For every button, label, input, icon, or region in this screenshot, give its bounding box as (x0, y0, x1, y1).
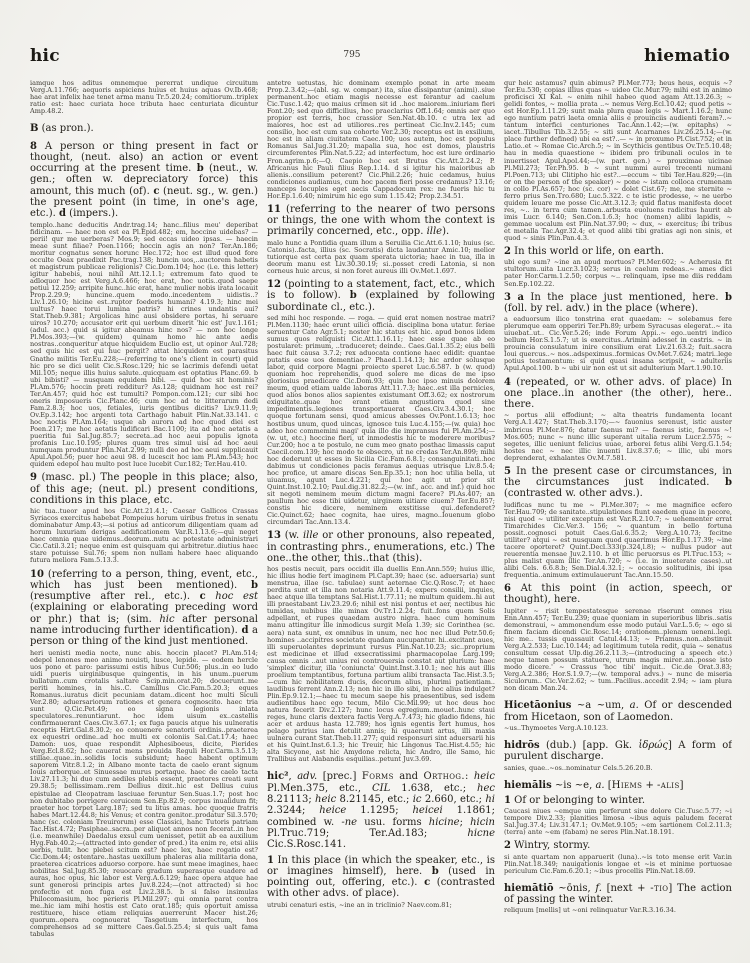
sense-heading: 2 Wintry, stormy. (504, 840, 591, 852)
quotation-paragraph: hos pestis necuit, pars occidit illa duellis Enn.Ann.559; huius illic, hic illius hodie fert imaginem Pl.Capt.39; haec (sc. aduersaria) sunt menstrua, illae (sc. tabulae) sunt aeternae Cic.Q.Rosc.7; et haec perdita sunt et illa non notaria Att.9.11.4; expers consilii, inquies, haec atque illa temptans Sal.Hist.1.77.11; ne multum quidem..hi aut illi praestabant Liv.23.29.6; nihil est nisi pontus et aer, nectibus hic tumidas, nubibus ille minax Ov.Tr.1.2.24; fuit..fons quem Solis adpellant, et rupes quaedam austro nigra. haec cum hominum manu attingitur ille inmodicus surgit Mela 1.39; sic Corinthea (sc. aera) nata sunt, ex omnibus in unum, nec hoc nec illud Petr.50.6; homines ..accipitres societate quadam aucupantur. hi..excitant aues, illi superuolantes deprimunt rursus Plin.Nat.10.23; sic..proprium est medicinae et illud exsecratissimi pharmacopolae Larg.199; causa omnis ..aut unius rei controuersia constat aut plurium: haec 'simplex' dicitur, illa 'coniuncta' Quint.Inst.3.10.1; nec his aut illis proelium temptantibus, fortuna partium alibi transacta Tac.Hist.3.5;—cum hic nobilitatem ducis, decorum alius, plurimi patientiam.. laudibus ferrent Ann.2.13; non hic in illo sibi, in hoc alius indulget? Plin.Ep.9.12.1;—haec tu mecum saepe his praesentibus, sed isdem audientibus haec ego tecum, Milo Cic.Mil.99; ut hoc deus hoc natura fecerit Div.2.127; hunc locus egregium..mouet..hunc staui reges, hunc claris dextera factis Verg.A.7.473; hic gladio fidens, hic acer et arduus hasta 12.789; hos ignis egentis fert humus, hos pelago patrius iam detulit annis; hi quaerunt artus, illi maxia uulnera curant Stat.Theb.11.277; quid responsuri sint aduersarii his et his Quint.Inst.6.1.3; hic Treuir, hic Lingonus Tac.Hist.4.55; hic alta Sicyone, ast hic Amydone relicta, hic Andro, ille Samo, hic Trallibus aut Alabandis esquilias..petunt Juv.3.69. (267, 565, 495, 764)
quotation-paragraph: ~us..Thymoetes Verg.A.10.123. (504, 723, 609, 732)
sense-heading: 8 A person or thing present in fact or thought, (neut. also) an action or event occurring at the present time. b (neut., w. gen.; often w. depreciatory force) this amount, this much (of). c (neut. sg., w. gen.) the present point (in time, in one's age, etc.). d (impers.). (30, 140, 258, 220)
quotation-paragraph: iamque hos aditus omnemque pererrat undique circuitum Verg.A.11.766; aequoris aspiciens huius et huius aquas Ov.Ib.468; hae arat infelix hae tenet arma manu Tr.5.20.24; comitiorum..triplex ratio est: haec curiata hoce tributa haec centuriata dicuntur Amp.48.2. (30, 80, 258, 116)
sense-heading: 13 (w. ille or other pronouns, also repeated, in contrasting phrs., enumerations, etc.) The one..the other, this..that (this). (267, 530, 495, 564)
page-number: 795 (343, 50, 361, 60)
sense-heading: 1 Of or belonging to winter. (504, 794, 646, 806)
quotation-paragraph: heri uenisti media nocte, nunc abis. hoccin placet? Pl.Am.514; edepol lenones meo animo nouisti, lusce, lepide. — eodem hercle uos pono et paro: parissumi estis hibus Cur.506; plus..in eo ludo uidi pueris uirginibusque quingentis, in his unum..puerum bullatum..cum crotalis saltare Scip.min.orat.20; docuerunt..me periti homines, in his..C. Camillus Cic.Fam.5.20.3; eques Romanus..iuratus dicit pecuniam datam..dicent hoc multi Siculi Ver.2.80; aduersariorum rationes et genera cognoscito. haec tria sunt Q.Cic.Pet.49; eo signa legionis inlata speculatores..renuntiarunt. hoc idem uisum ex..castellis confirmauerant Caes.Civ.3.67.1; ex fuga paucis atque his uulneratis receptis Hirt.Gal.8.30.2; eo conuenere senatorii ordinis..praeterea ex equestri ordine..ad hoc multi ex coloniis Sal.Cat.17.4; haec Damon: uos, quae respondit Alphesiboeus, dicite, Pierides Verg.Ecl.8.62; hoc cauerat mens prouida Reguli Hor.Carm.3.5.13; stillae..quae..in..solidis locis subsidunt; haec habent optimum saporem Vitr.8.1.2; in Albano monte tacta de caelo erant signum Iouis arborque..et Sinuessae murus portaque. haec de caelo tacta Liv.27.11.3; hi duo cum aediles plebis essent, praetores creati sunt 29.38.5; bellissimam..rem Dellius dixit..hic est Dellius cuius epistulae ad Cleopatram lasciuae feruntur Sen.Suas.1.7; post hoc non dubitabo porrigere ceruicem Sen.Ep.82.9; corpus inualidum fit; praeter hoc torpet Larg.187; sed tu litus amas. hoc quoque fratris habes Mart.12.44.8; his Venus; et contra genitor..prodatur Sil.3.570; hanc (sc. coloniam Treuirorum) esse Classici, hanc Tutoris patriam Tac.Hist.4.72; Pasiphae..sacra..per aliquot annos non fecerat..in hoc (i.e. meanwhile) Daedalus exsul cum uenisset, petiit ab ea auxilium Hyg.Fab.40.2;—(attracted into gender of pred.) ita enim re, etsi aliis uerbis, tulit. hoc plebei scitum est? haec lex, haec rogatio est? Cic.Dom.44; ostentare..hastas uexillum phaleras alia militaria dona, praeterea cicatrices aduorso corpore. hae sunt meae imagines, haec nobilitas Sal.Jug.85.30; reuocare gradum superasque euadere ad auras, hoc opus, hic labor est Verg.A.6.129; haec opera atque hae sunt generosi principis artes Juv.8.224;—(not attracted) si hoc profectio et non fuga est Liv.2.38.5. b si falso insimulas Philocomasium, hoc perieris Pl.Mil.297; qui omnia parat contra me..hic iam mihi hostis est Cato orat.185; quis oportuit amissa restituere, hisce etiam reliquias auerrerunt Macer hist.26; quorum..opera cognouerat Tasgetium interfectum, hos comprehensos ad se mittere Caes.Gal.5.25.4; si quis ualt fama tabulas (30, 648, 258, 939)
sense-heading: 10 (referring to a person, thing, event, etc., which has just been mentioned). b (resumptive after rel., etc.). c hoc est (explaining or elaborating preceding word or phr.) that is; (sim. hic after personal name introducing further identification). d a person or thing of the kind just mentioned. (30, 568, 258, 648)
left-guide-word: hic (30, 46, 60, 66)
sense-heading: 11 (referring to the nearer of two persons or things, the one with whom the context is primarily concerned, etc., opp. ille). (267, 203, 495, 238)
entry-headword: hiemātiō ~ōnis, f. [next + -tio] The action of passing the winter. (504, 882, 732, 906)
quotation-paragraph: utrubi cenaturi estis, ~ine an in triclinio? Naev.com.81; (267, 900, 452, 909)
running-header (0, 0, 750, 72)
entry-headword: hidrōs (dub.) [app. Gk. ἱδρώς] A form of purulent discharge. (504, 739, 732, 763)
quotation-paragraph: reliquum [mellis] ut ~oni relinquatur Var.R.3.16.34. (504, 906, 676, 915)
quotation-paragraph: Iupiter ~ risit tempestatesque serenae riserunt omnes risu Enn.Ann.457; Ter.Eu.239; quae quoniam in superioribus libris..satis demonstraui, ~ ammonendum esse modo putaui Var.L.5.6; ~ ego si finem faciam dicendi Cic.Rosc.14; orationem..plenam ueneni..legi. hic me.. tussis quassauit Catul.44.13; ~ Priamus..non..abstinuit Verg.A.2.533; Luc.10.144; ad legitimum tutela redit, quia ~ senatus consultum cessat Ulp.dig.26.2.11.3;—(introducing a speech etc.) neque tamen possum statuere, utrum magis mirer..an..posse isto modo dicere.' ~ Crassus 'hoc tibi' inquit.. Cic.de Orat.3.83; Verg.A.2.386; Hor.S.1.9.7;—(w. temporal advs.) ~ nunc de miseria Siculorum.. Cic.Ver.2.62; ~ tum..Pacilius..accedit 2.94; ~ iam plura non dicam Man.24. (504, 606, 732, 693)
quotation-paragraph: ubi ego sum? ~ine an apud mortuos? Pl.Mer.602; ~ Acherusia fit stultorum..uita Lucr.3.1023; serus in caelum redeas..~ ames dici pater Hor.Carm.1.2.50; corpus ~.. relinquam, ipse me diis reddam Sen.Ep.102.22. (504, 258, 732, 288)
quotation-paragraph: templo..hanc deducitis Andr.trag.14; hanc..filius meu' deperibat fidicinam. — haec non est ea Pl.Epid.482; em, hoccine uidebas? — perii! qur me uerberas? Mos.9; sed eccas uideo ipsas. — haecin meae sunt filiae? Poen.1166; hoccin agis an non? Ter.An.186; moritur cognatus senex horunc Hec.172; hoc est illud quod fore occulte Oeax praedixit Pac.trag.138; huncin uos,..auctorem habetis et magistrum publicae religionis? Cic.Dom.104; hoc (i.e. this letter) igitur habebis, noui nihil Att.12.1.1; extremum fato quod te adloquor hoc est Verg.A.6.466; hoc erat, hoc uotis..quod saepe petiui 12.259; arripite hunc..hic erat, hanc mulier nobis irata locauit Prop.2.29.9; huncine..quem modo..incedentem uidistis..? Liv.1.26.10; hicine est..ruptor foederis humani? 4.19.3; hinc mei uultus? haec torui lumina patris? hi crines undantis aui? Stat.Theb.9.381; Argolicas hinc ausi obsidere portas, hi seruare uiros? 10.270; accusator erit qui uerbum dixerit 'hic est' Juv.1.161; (adul. acc.) quid si igitur abeamus hinc nos? — non hoc longe Pl.Mos.393;—(w. quidem) quinam homo hic ante aedis nostras..conqueritur atque hicquidem Euclio est, ut opinor Aul.728; sed quis hic est qui huc pergit? attat hicquidem est parasitus Gnatho militis Ter.Eu.228;—(referring to one's client in court) quid hic pro se dici uelit Cic.S.Rosc.129; hic se lacrimis defendi uetat Mil.105; neque illis huius salute..quicquam est optatius Planc.69. b ubi bibisti? — nusquam equidem bibi. — quid hoc sit hominis? Pl.Am.576; hoccin preti redditur? As.128; quidnam hoc est rei? Ter.An.457; quid hoc est tumulti? Pompon.com.121; cur sibi hoc oneris imposueris Cic.Planc.46; cum hoc ad te litterarum dedi Fam.2.8.3; hoc uos, fetiales, iuris gentibus dicitis? Liv.9.11.9; Ov.Ep.3.142; hoc argenti tota Carthago habuit Plin.Nat.33.141. c hoc noctis Pl.Am.164; usque ab aurora ad hoc quod diei est Poen.217; me hoc aetatis ludificari Bac.1100; ita ad hoc aetatis a pueritia fui Sal.Jug.85.7; secreta..ad hoc aeui populis ignota profanis Luc.10.195; plures quam tres simul uisi ad hoc aeui numquam produntur Plin.Nat.2.99; nulli deo ad hoc aeui supplicauit Apul.Apol.56; puer hoc aeui 98. d lucescit hoc iam Pl.Am.543; hoc quidem edepol hau multo post luce lucebit Cur.182; Ter.Hau.410. (30, 220, 258, 469)
column-middle (267, 80, 495, 948)
sense-heading: 2 In this world or life, on earth. (504, 246, 665, 258)
sense-heading: 6 At this point (in action, speech, or thought), here. (504, 583, 732, 606)
quotation-paragraph: malo hunc a Pontidia quam illum a Seruilia Cic.Att.6.1.10; huius (sc. Catonis)..facta, illius (sc. Socratis) dicta laudantur Amic.10; melior tutiorque est certa pax quam sperata uictoria; haec in tua, illa in deorum manu est Liv.30.30.19; si..posset credi Latonia, si non corneus huic arcus, si non foret aureus illi Ov.Met.1.697. (267, 238, 495, 275)
quotation-paragraph: ~ portus alii effodiunt; ~ alta theatris fundamenta locant Verg.A.1.427; Stat.Theb.3.170;—~ fauonius serenust, istic auster imbricus Pl.Mer.876; datur faenus mi? — faenus istic, faenus ~! Mos.605; nunc ~ nunc illic superant uitalia rerum Lucr.2.575; ~ segetes, illic ueniunt felicius uuae, arborei fetus alibi Verg.G.1.54; hostes nec ~ nec illic inuenti Liv.8.37.6; ~ illic, ubi mors deprenderat, exhalantes Ov.M.7.581. (504, 411, 732, 462)
quotation-paragraph: a eaduorsum ilico tonstrina erat quaedam: ~ solebamus fere plerumque eam opperiri Ter.Ph.89; urbem Syracusas elegerat..~ ita uiuebat..ut.. Cic.Ver.5.26; inde Forum Appi..~ ego..uentri indico bellum Hor.S.1.5.7; ut is exercitus..Arimini adesset in castris. ~ in prouincia consulatum inire consilium erat Liv.21.63.2; fuit..sacra Ioui quercus..~ nos..adspeximus..formicas Ov.Met.7.624; matri..lege potius testamentum: si quid quasi insana scripsit, ~ adulteriis Apul.Apol.100. b ~ ubi uir non est ut sit adulterium Mart.1.90.10. (504, 315, 732, 373)
column-right (504, 80, 732, 948)
quotation-paragraph: antetre uetustas, hic dominam exemplo ponat in arte meam Prop.2.3.42;—(abl. sg. w. compar.) ita, siue dissipantur (animi)..siue permanent..hoc etiam magis necesse est ferantur ad caelum Cic.Tusc.1.42; quo maius crimen sit id ..hoc maiorem..iniuriam fieri Font.20; sed quo difficilius, hoc praeclarius Off.1.64; omnis aer quo propior est terris, hoc crassior Sen.Nat.4b.10. c utra lex ad maiores, hoc est ad utiliores..res pertineat Cic.Inv.2.145; cum consilio, hoc est cum sua cohorte Ver.2.30; receptus est in exsilium, hoc est in aliam ciuitatem Caec.100; uos autem, hoc est populus Romanus Sal.Jug.31.20; mapalia sua, hoc est domos, plaustris circumferentes Plin.Nat.5.22; ad interfectum, hoc est iure ordinario Fron.agrim.p.6;—Q. Caepio hoc est Brutus Cic.Att.2.24.2; P. Africanus hic Pauli filius Rep.1.14. d si igitur his maioribus ab alienis..consilium peterent? Cic.Phil.2.26; huic cedamus, huius condiciones audiamus, cum hoc pacem fieri posse credamus? 13.16; manceps locuples eget aecis Cappadocum rex: ne fueris hic tu Hor.Ep.1.6.40; nimirum hic ego sum 1.15.42; Prop.2.34.51. (267, 80, 495, 200)
entry-headword: Hicetāonius ~a ~um, a. Of or descended from Hicetaon, son of Laomedon. (504, 700, 732, 723)
right-guide-word: hiematio (644, 46, 730, 66)
sense-heading: 4 (repeated, or w. other advs. of place) In one place..in another (the other), here.. there. (504, 376, 732, 411)
text-columns (0, 72, 750, 948)
sense-heading: B (as pron.). (30, 123, 94, 135)
column-left (30, 80, 258, 948)
sense-heading: 12 (pointing to a statement, fact, etc., which is to follow). b (explained by following subordinate cl., etc.). (267, 278, 495, 313)
quotation-paragraph: hic tua..tueor apud hos Cic.Att.21.4.1; Caesar Gallicos Crassas Syriacos exercitus habebat Pompeius horum uiribus fretus in senatu dominabatur Amp.43;—si potius ad anticorum diligentiam quam ad horum luxuriam derigas aedificationem Var.R.1.13.6;—qui neget haec omnia quae uidemus..deorum..nutu ac potestate administrari Cic.Catil.3.21; neque enim est quisquam qui arbitretur..diutius haec stare potuisse Sul.76; spem non nullam habere haec aliquando futura meliora Fam.5.13.3. (30, 507, 258, 565)
sense-heading: 1 In this place (in which the speaker, etc., is or imagines himself), here. b (used in pointing out, offering, etc.). c (contrasted with other advs. of place). (267, 854, 495, 900)
entry-headword: hiemālis ~is ~e, a. [Hiems + -alis] (504, 779, 684, 791)
sense-heading: 9 (masc. pl.) The people in this place; also, of this age; (neut. pl.) present conditions, conditions in this place, etc. (30, 472, 258, 506)
quotation-paragraph: Caucasi niues ~emque uim perferunt sine dolore Cic.Tusc.5.77; ~i tempore Div.2.33; planities limosa ~ibus aquis paludem fecerat Sal.Jug.37.4; Liv.31.47.1; Ov.Met.9.105; ~em sartionem Col.2.11.3; (terra) ante ~em (fabam) ne seres Plin.Nat.18.191. (504, 807, 732, 837)
entry-headword: hic², adv. [prec.] Forms and Orthog.: heic Pl.Men.375, etc., CIL 1.638, etc.; hec 8.21113; heic 8.21145, etc.; ic 2.660, etc.; hi 2.3244; heice 1.1295; heicei 1.1861; combined w. -ne usu. forms hicine; hicin Pl.Truc.719; Ter.Ad.183; hicne Cic.S.Rosc.141. (267, 771, 495, 851)
quotation-paragraph: si ante quartam non apparuerit (luna)..~is toto mense erit Var.in Plin.Nat.18.349; nauigationis longae et ~is et minime portuosae periculum Cic.Fam.6.20.1; ~ibus procellis Plin.Nat.18.69. (504, 852, 732, 875)
quotation-paragraph: qur heic astamus? quin abimus? Pl.Mer.773; heus heus, ecquis ~? Ter.Eu.530; copias illius quas ~ uideo Cic.Mur.79; mihi est in animo proficisci XI Kal. ~ enim nihil habeo quod agam Att.13.26.3; ~ gelidi fontes, ~ mollia prata ..~ nemus Verg.Ecl.10.42; quod petis ~ est Hor.Ep.1.11.29; sunt mala plura quae legis ~ Mart.1.16.2; hunc ego nuntium patri laeta omnia aliis e prouinciis audienti feram?..~ tantum interfici centuriones Tac.Ann.1.42;—(w. epitaphs) ~ iacet..Tibullus Tib.3.2.55; ~ siti sunt Acarnanes Liv.26.25.14;—(w. place further defined) ubi ea est?..— ~ in proxumo Pl.Cist.752; et in Latio..et ~ Romae Cic.Arch.5; ~ in Scythicis gentibus Ov.Tr.5.10.48; hau in media quaestione ~ ibidem pro tribunali oculos in te inuertisset Apul.Apol.44;—(w. part. gen.) ~ prouximae uicinae Pl.Mil.273; Ter.Ph.95. b ~ sunt nummi aurei trecenti numani Pl.Poen.713; ubi Clitipho hic est?..—eccum ~ tibi Ter.Hau.829;—(in or on the person of the speaker) ~ pone ~ istam colloca crumenam in collo Pl.As.657; hoc (sc. cor) ~ dolet Cist.67; me, me sternite ~ ferro prius Sen.Tro.680; Luc.5.322. c te istic prodesse, ~ ne uerbo quidem leuare me posse Cic.Att.3.12.3; quid flatus manifesta docet res, ~.. in terra cum tamen..arbusta euoluens radicitus haurit ab imis Lucr. 6.140; Sen.Con.1.6.3; hoc (nomen) alibi lapidis, ~ gemmae uocalum est Plin.Nat.37.90; ~ dux, ~ exercitus; ibi tribus et metalla Tac.Agr.32.4; et quod alibi tibi gratias agi non sinis, et quod ~ sinis Plin.Pan.4.3. (504, 80, 732, 243)
quotation-paragraph: sed mihi hoc responde. — roga. — quid erat nomen nostrae matri? Pl.Men.1130; haec erunt uilici officia. disciplina bona utatur. feriae seruentur Cato Agr.5.1; noster hic status est hic. apud bonos iidem sumus quos reliquisti Cic.Att.1.16.11; haec esse quae ab eo postularet: primum, ..traduceret; deinde.. Caes.Gal.1.35.2; eius belli haec fuit causa 3.7.2; rex aduocata contione haec edidit: quantae putatis esse uos dementiae..? Phaed.1.14.13; hic ardor solusque labor, quid corpore Magni proiecto speret Luc.6.587. b (w. quod) quoniam hoc reprehendis, quod solere me dicas de me ipso gloriosius praedicare Cic.Dom.93; quin hoc ipso minuis dolorem meum, quod etiam ualde laboras Att.11.7.3; haec..est illa pernicies, quod alios bonos alios sapientes existumant Off.3.62; ex nostrorum exiguitate..quae hoc erant etiam angustiora quod sine impedimentis..legiones transportauerat Caes.Civ.3.4.30.1; hoc quoque fortunam sensi, quod amicus abesses Ov.Pont.1.6.13; hoc hostibus unum, quod uincas, ignosce tuis Luc.4.155;—(w. quia) hoc adeo hoc commemini magi' quia illo die impransus fui Pl.Am.254;—(w. ut, etc.) hoccine fieri, ut inmodestis hic te moderere moribus? Cur.200; hoc a te postulo, ne cum meo gnato posthac limassis caput Caecil.com.139; hoc modo te obsecro, ut ne credas Ter.An.899; mihi hoc dederunt ut esses in Sicilia Cic.Fam.6.8.1; consanguinitati..hoc dabimus ut condiciones pacis feramus aequas utrisque Liv.8.5.4; hoc profice, ut amare discas Sen.Ep.35.1; non hoc utilia bella, ut uiuamus, agunt Luc.4.221; qui hoc agit ut prior sit Quint.Inst.10.2.10; Paul.dig.31.82.2;—(w. inf., acc. and inf.) quid hoc sit negoti neminem meum dictum magni facere? Pl.As.407; an paullum hoc esse tibi uidetur, uirginem uitiare ciuem? Ter.Eu.857; constis hic dicere, neminem exstitisse qui..defenderet? Cic.Quinct.62; haec cognita, hae uires, magno..Iouenum globo circumdari Tac.Ann.13.4. (267, 313, 495, 527)
quotation-paragraph: sanies, quae..~os..nominatur Cels.5.26.20.B. (504, 763, 653, 772)
sense-heading: 5 In the present case or circumstances, in the circumstances just indicated. b (contrasted w. other advs.). (504, 465, 732, 500)
quotation-paragraph: ludificas nunc tu me ~ Pl.Mer.307; ~ me magnifice ecfero Ter.Hau.709; de sanitate..stipulationes fiunt eaedem quae in pecore, nisi quod ~ utiliter exceptum est Var.R.2.10.7; ~ uehementer errat Timarchides Cic.Ver.3. 156; ~ quantum in bello fortuna possit..cognosci potuit Caes.Gal.6.35.2; Verg.A.10.73; fecitne utiliter? atqui ~ est nusquam quod quaerimus Hor.Ep.1.17.39; ~ine tacere oporteret? Quint.Decl.333(p.324,l.8); ~ nullus pudor aut reuerentia mensae Juv.2.110. b et illic peruorsus es Pl.Truc.153; ~ plus malist quam illic Ter.An.720; ~ (i.e. in inueterate cases)..ut alibi Cels. 6.6.8.b; Sen.Dial.4.32.1; ~ occasio solitudinis, ibi ipsa frequentia..animum extimulauerunt Tac.Ann.15.50. (504, 500, 732, 580)
sense-heading: 3 a In the place just mentioned, here. b (foll. by rel. adv.) in the place (where). (504, 291, 732, 314)
